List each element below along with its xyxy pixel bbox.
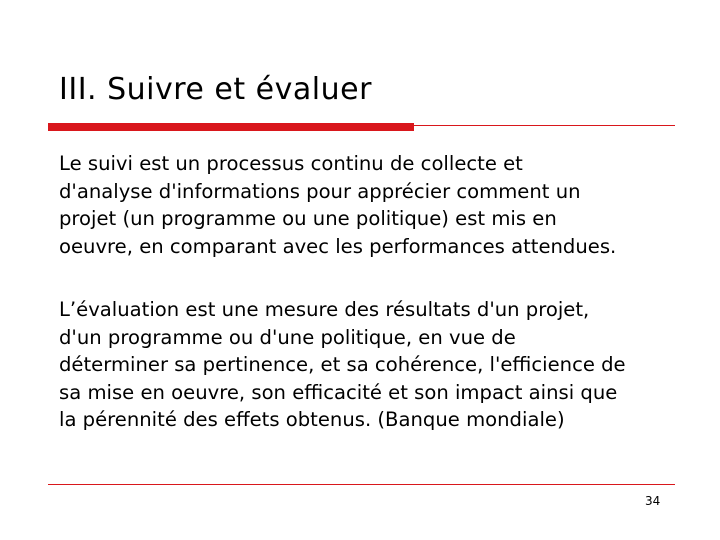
page-number: 34 [645,494,661,508]
slide-title: III. Suivre et évaluer [59,72,372,107]
paragraph-evaluation: L’évaluation est une mesure des résultats d'un projet, d'un programme ou d'une politique, en vue de déterminer sa pertinence, et sa cohérence, l'efficience de sa mise en oeuvre, son efficacité et son impact ainsi que la pérennité des effets obtenus. (Banque mondiale) [59,298,626,431]
title-accent-bar [48,123,414,131]
paragraph-suivi: Le suivi est un processus continu de collecte et d'analyse d'informations pour apprécier comment un projet (un programme ou une politique) est mis en oeuvre, en comparant avec les performances attendues. [59,152,617,258]
footer-divider-line [48,484,675,485]
